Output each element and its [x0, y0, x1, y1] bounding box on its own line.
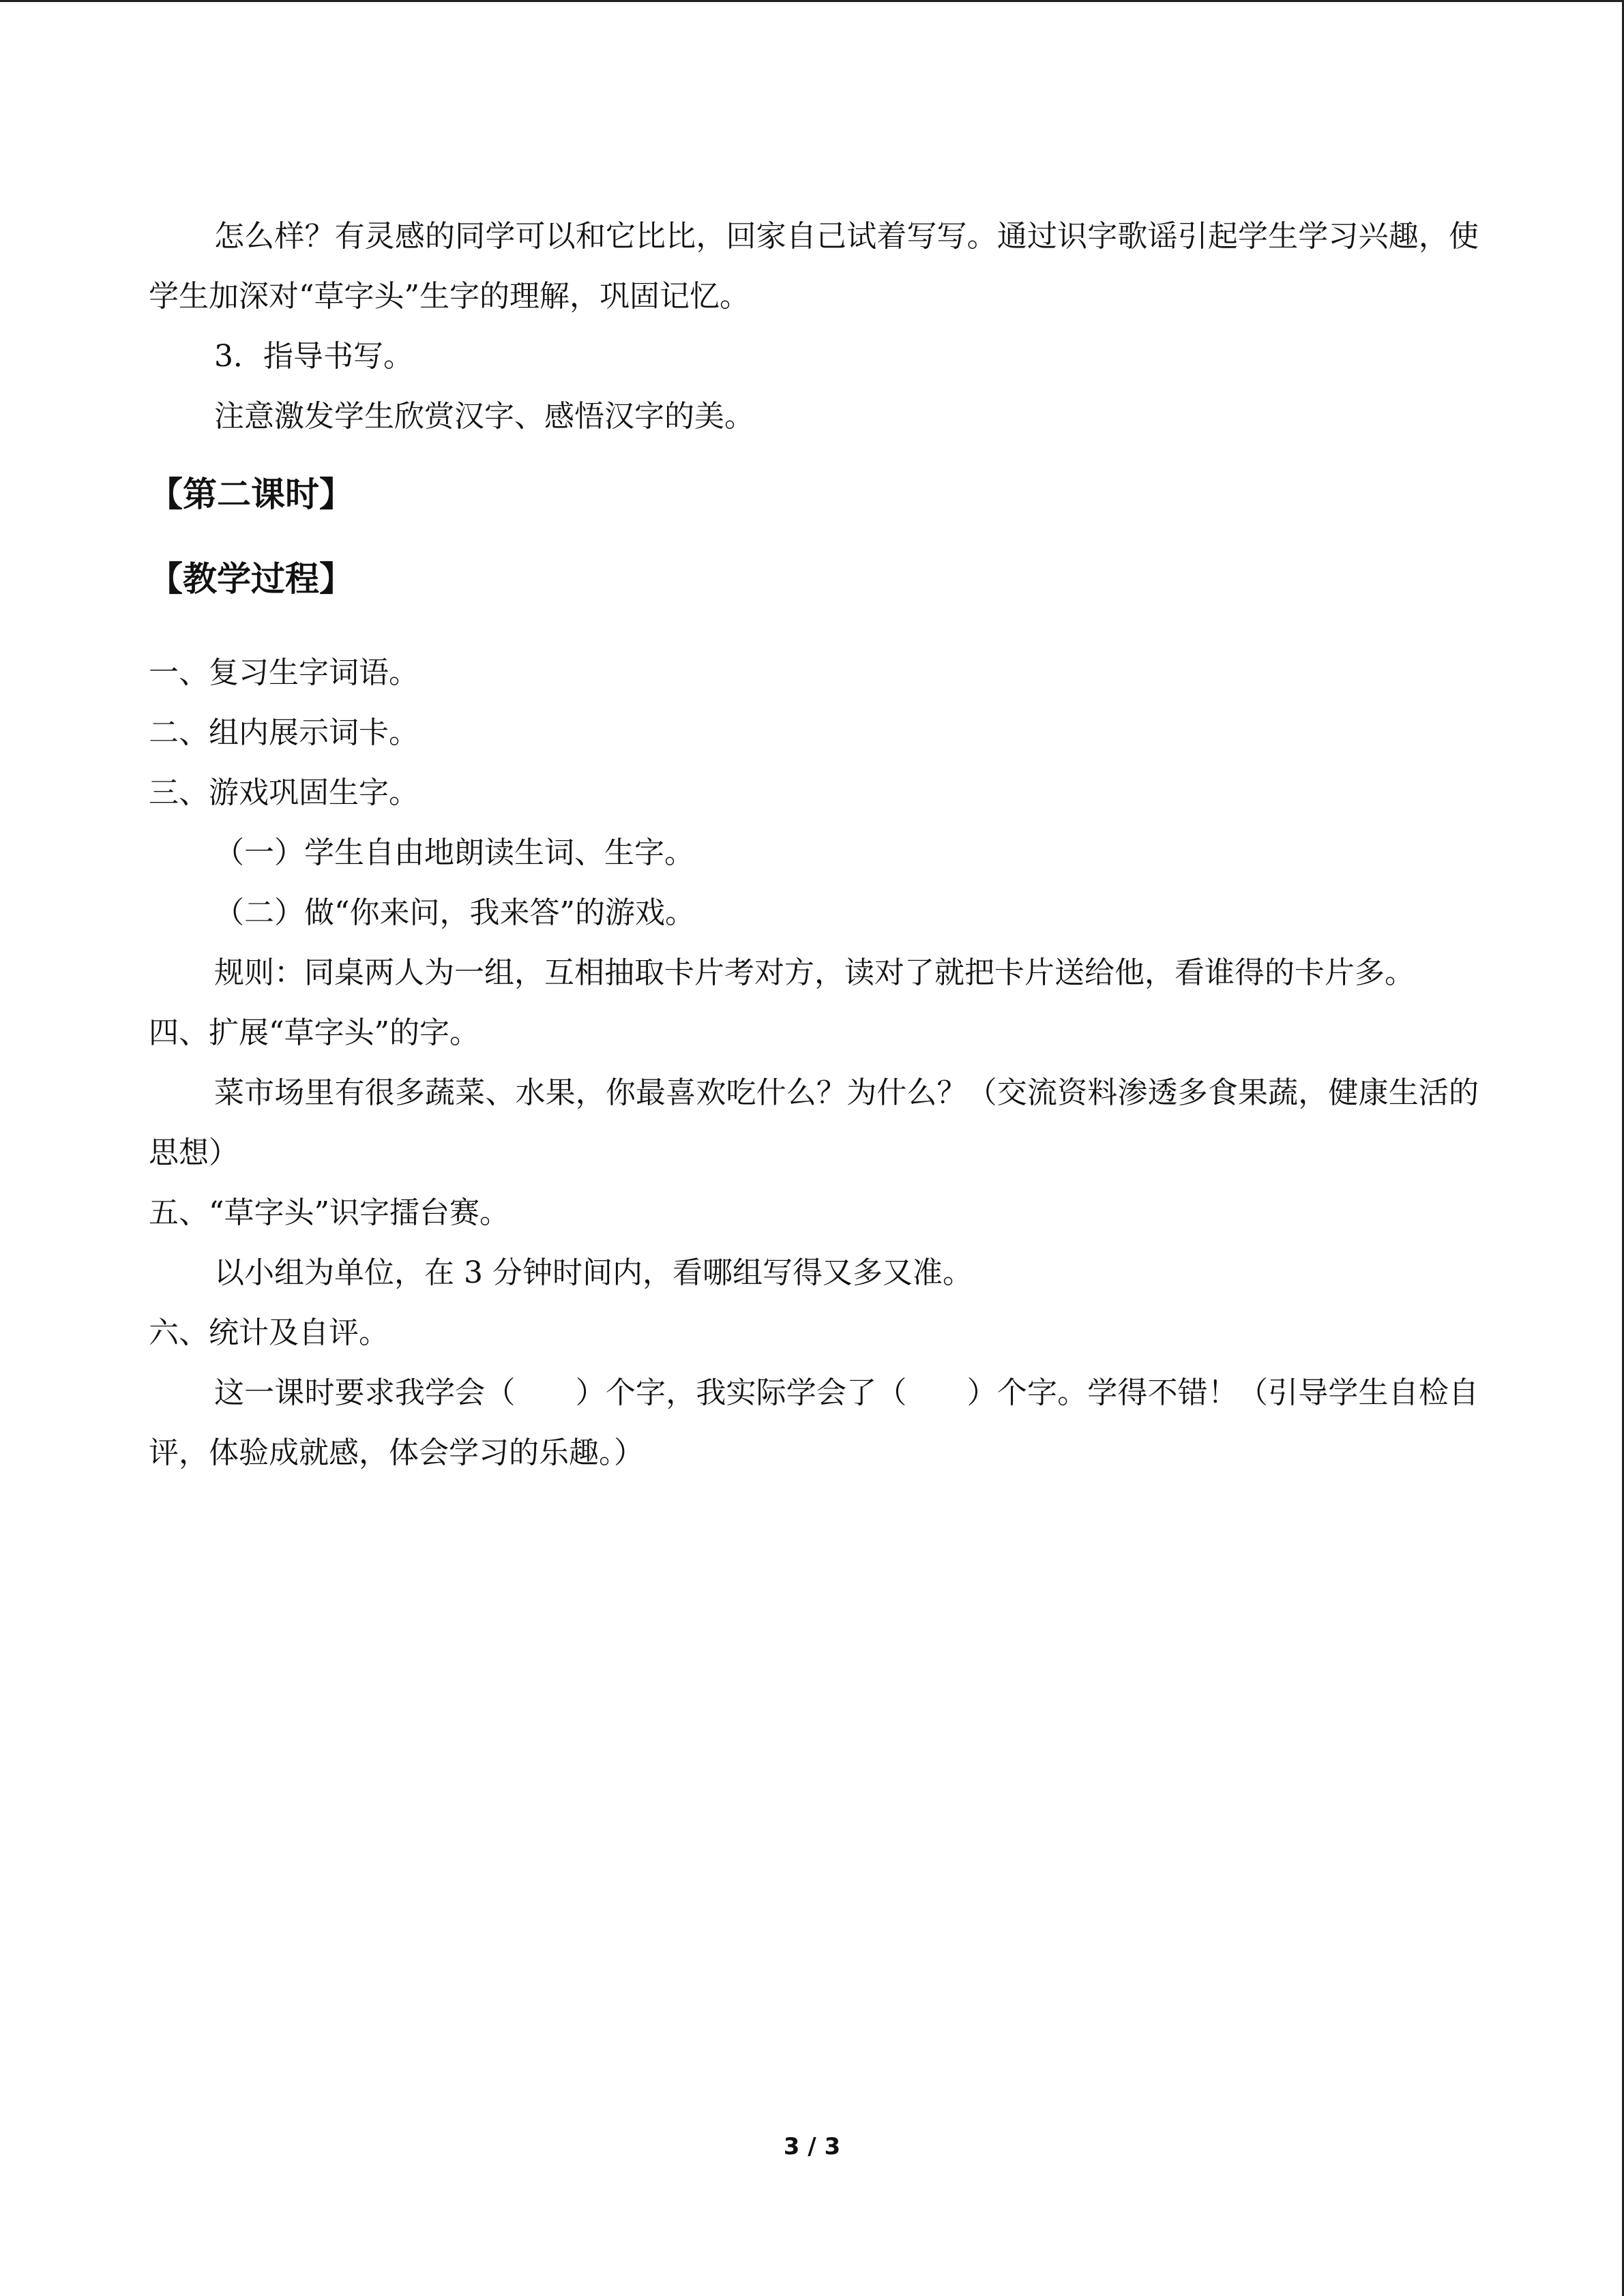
list-item-4-detail: 菜市场里有很多蔬菜、水果，你最喜欢吃什么？为什么？（交流资料渗透多食果蔬，健康生活的思想） — [149, 1075, 1479, 1170]
document-body — [149, 207, 1479, 1483]
list-item-6-detail: 这一课时要求我学会（ ）个字，我实际学会了（ ）个字。学得不错！（引导学生自检自评，体验成就感，体会学习的乐趣。） — [149, 1375, 1479, 1470]
step-3-detail: 注意激发学生欣赏汉字、感悟汉字的美。 — [214, 399, 754, 434]
list-item-3-sub-2: （二）做“你来问，我来答”的游戏。 — [214, 895, 695, 930]
list-item-1: 一、复习生字词语。 — [149, 655, 419, 690]
list-item-3-rule: 规则：同桌两人为一组，互相抽取卡片考对方，读对了就把卡片送给他，看谁得的卡片多。 — [214, 955, 1415, 990]
section-heading-lesson: 【第二课时】 — [149, 475, 353, 514]
list-item-4: 四、扩展“草字头”的字。 — [149, 1015, 479, 1050]
section-heading-process: 【教学过程】 — [149, 559, 353, 599]
list-item-5: 五、“草字头”识字擂台赛。 — [149, 1195, 510, 1230]
page-number: 3 / 3 — [783, 2133, 841, 2160]
list-item-2: 二、组内展示词卡。 — [149, 715, 419, 750]
intro-paragraph: 怎么样？有灵感的同学可以和它比比，回家自己试着写写。通过识字歌谣引起学生学习兴趣，使学生加深对“草字头”生字的理解，巩固记忆。 — [149, 219, 1479, 314]
step-3: 3．指导书写。 — [214, 339, 413, 374]
list-item-6: 六、统计及自评。 — [149, 1315, 389, 1350]
list-item-3: 三、游戏巩固生字。 — [149, 775, 419, 810]
list-item-5-detail: 以小组为单位，在 3 分钟时间内，看哪组写得又多又准。 — [214, 1255, 973, 1290]
list-item-3-sub-1: （一）学生自由地朗读生词、生字。 — [214, 835, 694, 870]
